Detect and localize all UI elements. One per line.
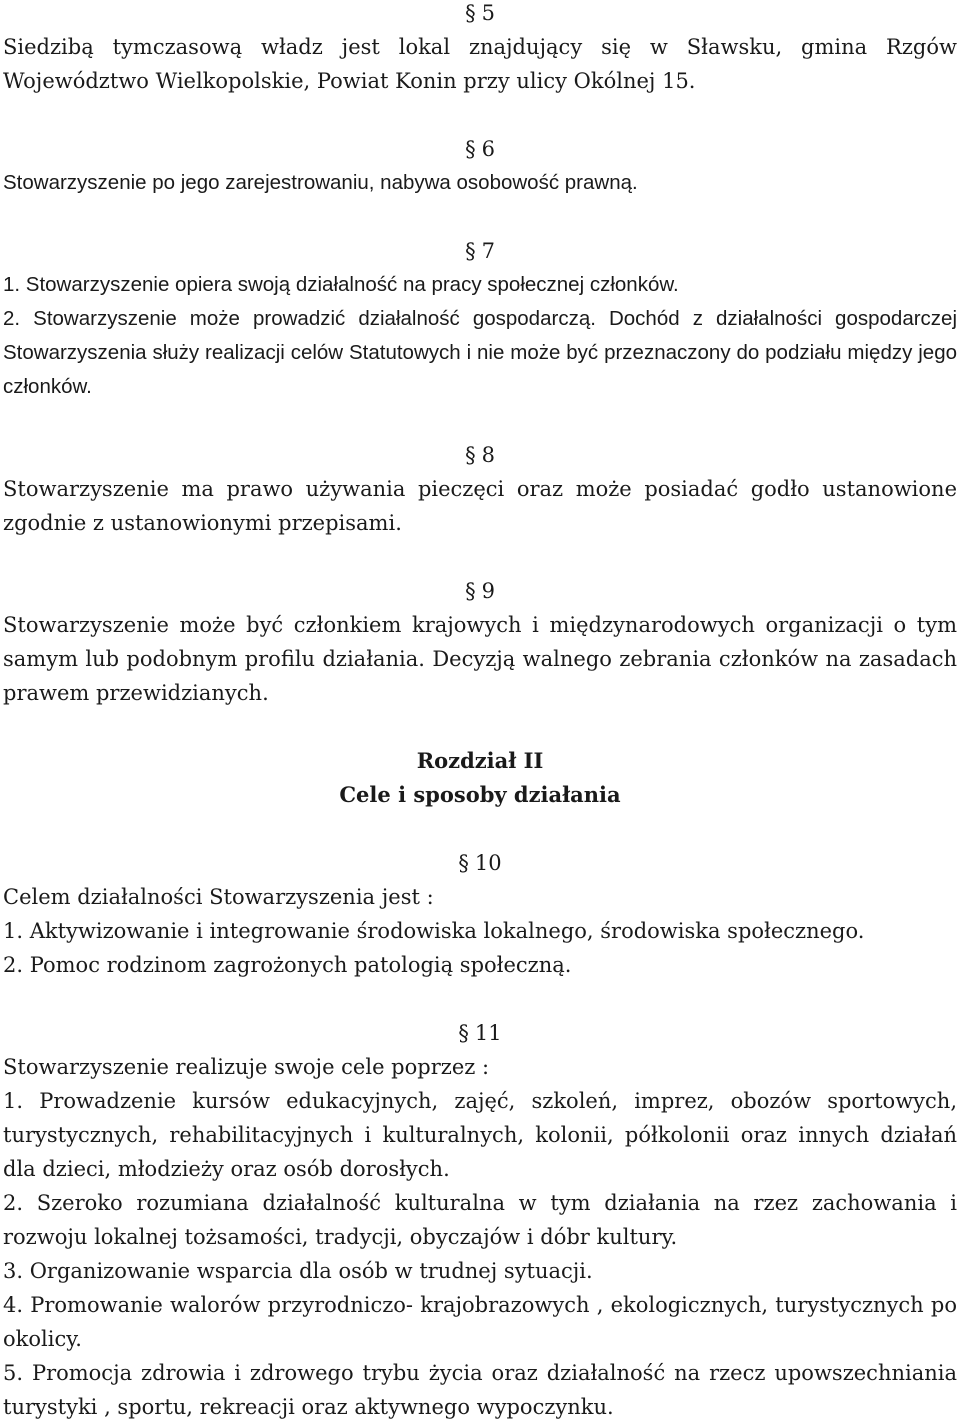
spacer — [3, 540, 957, 574]
section-sign: § — [458, 851, 469, 875]
section-11-item-4: 4. Promowanie walorów przyrodniczo- krajobrazowych , ekologicznych, turystycznych po okolicy. — [3, 1293, 957, 1351]
section-sign: § — [465, 443, 476, 467]
section-6-heading — [3, 132, 957, 166]
spacer — [3, 982, 957, 1016]
chapter-subtitle: Cele i sposoby działania — [339, 782, 621, 807]
section-number: 8 — [481, 443, 495, 467]
section-9-text: Stowarzyszenie może być członkiem krajowych i międzynarodowych organizacji o tym samym lub podobnym profilu działania. Decyzją walnego zebrania członków na zasadach prawem przewidzianych. — [3, 613, 957, 705]
section-sign: § — [458, 1021, 469, 1045]
section-11-item-5: 5. Promocja zdrowia i zdrowego trybu życia oraz działalność na rzecz upowszechniania turystyki , sportu, rekreacji oraz aktywnego wypoczynku. — [3, 1361, 957, 1419]
section-number: 11 — [474, 1021, 502, 1045]
section-number: 7 — [481, 239, 495, 263]
section-10-heading — [3, 846, 957, 880]
section-6-text: Stowarzyszenie po jego zarejestrowaniu, nabywa osobowość prawną. — [3, 171, 638, 194]
section-number: 6 — [481, 137, 495, 161]
spacer — [3, 812, 957, 846]
section-number: 9 — [481, 579, 495, 603]
chapter-title: Rozdział II — [416, 748, 544, 773]
section-10-item-2: 2. Pomoc rodzinom zagrożonych patologią społeczną. — [3, 953, 572, 977]
section-11-intro: Stowarzyszenie realizuje swoje cele poprzez : — [3, 1055, 490, 1079]
section-10-intro: Celem działalności Stowarzyszenia jest : — [3, 885, 434, 909]
section-9-heading — [3, 574, 957, 608]
document-page — [3, 0, 957, 1424]
section-8-text: Stowarzyszenie ma prawo używania pieczęci oraz może posiadać godło ustanowione zgodnie z ustanowionymi przepisami. — [3, 477, 957, 535]
section-sign: § — [465, 239, 476, 263]
section-11-item-2: 2. Szeroko rozumiana działalność kulturalna w tym działania na rzez zachowania i rozwoju lokalnej tożsamości, tradycji, obyczajów i dóbr kultury. — [3, 1191, 957, 1249]
section-8-heading — [3, 438, 957, 472]
section-7-item-2: 2. Stowarzyszenie może prowadzić działalność gospodarczą. Dochód z działalności gospodarczej Stowarzyszenia służy realizacji celów Statutowych i nie może być przeznaczony do podziału między jego członków. — [3, 307, 957, 398]
section-sign: § — [465, 1, 476, 25]
section-sign: § — [465, 579, 476, 603]
section-11-item-1: 1. Prowadzenie kursów edukacyjnych, zajęć, szkoleń, imprez, obozów sportowych, turystycznych, rehabilitacyjnych i kulturalnych, kolonii, półkolonii oraz innych działań dla dzieci, młodzieży oraz osób dorosłych. — [3, 1089, 957, 1181]
section-5-heading — [3, 0, 957, 30]
section-11-heading — [3, 1016, 957, 1050]
section-sign: § — [465, 137, 476, 161]
section-number: 5 — [481, 1, 495, 25]
spacer — [3, 404, 957, 438]
section-number: 10 — [474, 851, 502, 875]
spacer — [3, 710, 957, 744]
section-5-text: Siedzibą tymczasową władz jest lokal znajdujący się w Sławsku, gmina Rzgów Województwo Wielkopolskie, Powiat Konin przy ulicy Okólnej 15. — [3, 35, 957, 93]
spacer — [3, 200, 957, 234]
section-7-heading — [3, 234, 957, 268]
spacer — [3, 98, 957, 132]
section-11-item-3: 3. Organizowanie wsparcia dla osób w trudnej sytuacji. — [3, 1259, 593, 1283]
section-7-item-1: 1. Stowarzyszenie opiera swoją działalność na pracy społecznej członków. — [3, 273, 679, 296]
section-10-item-1: 1. Aktywizowanie i integrowanie środowiska lokalnego, środowiska społecznego. — [3, 919, 865, 943]
